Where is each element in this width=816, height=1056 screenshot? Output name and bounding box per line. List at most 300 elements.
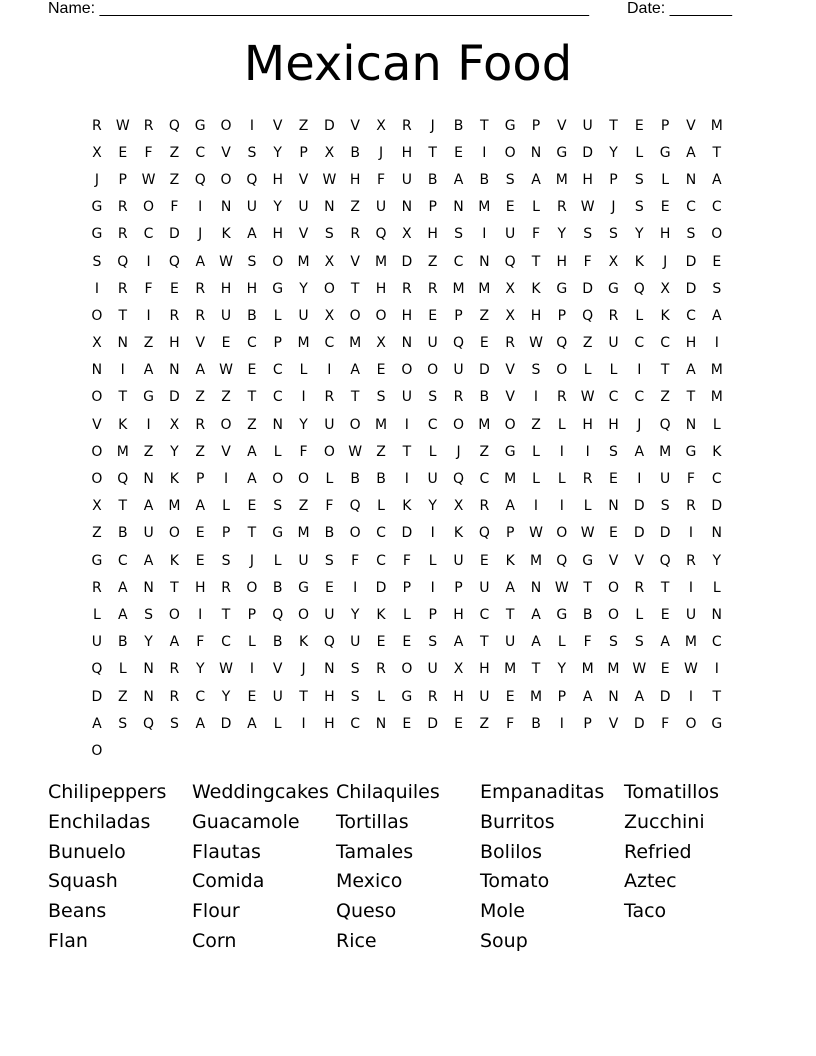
- grid-cell: O: [375, 307, 387, 324]
- grid-cell: S: [428, 634, 438, 651]
- grid-cell: V: [505, 389, 515, 406]
- grid-cell: O: [168, 606, 180, 623]
- grid-cell: F: [583, 634, 592, 651]
- grid-cell: R: [92, 117, 102, 134]
- grid-cell: O: [427, 362, 439, 379]
- word-list-item: Taco: [624, 900, 667, 923]
- grid-cell: R: [453, 389, 464, 406]
- grid-cell: I: [430, 579, 435, 596]
- grid-cell: A: [195, 362, 206, 379]
- grid-cell: B: [453, 117, 464, 134]
- grid-cell: M: [529, 688, 543, 705]
- word-list-item: Flan: [48, 929, 88, 952]
- grid-cell: B: [117, 634, 128, 651]
- word-list-item: Aztec: [624, 870, 677, 893]
- grid-cell: S: [92, 253, 102, 270]
- grid-cell: T: [118, 498, 128, 515]
- grid-cell: I: [585, 443, 590, 460]
- grid-cell: K: [221, 226, 231, 243]
- grid-cell: C: [324, 335, 335, 352]
- grid-cell: Y: [273, 144, 282, 161]
- grid-cell: U: [427, 471, 438, 488]
- grid-cell: D: [427, 715, 439, 732]
- grid-cell: K: [453, 525, 464, 542]
- grid-cell: I: [301, 389, 306, 406]
- grid-cell: A: [195, 715, 206, 732]
- grid-cell: N: [375, 715, 387, 732]
- grid-cell: A: [634, 688, 645, 705]
- grid-cell: B: [247, 307, 257, 324]
- grid-cell: I: [688, 579, 694, 596]
- grid-cell: G: [504, 117, 516, 134]
- grid-cell: L: [93, 606, 101, 623]
- grid-cell: D: [91, 688, 103, 705]
- grid-cell: F: [299, 443, 308, 460]
- grid-cell: O: [91, 742, 103, 759]
- grid-cell: V: [634, 552, 645, 569]
- grid-cell: N: [608, 688, 619, 705]
- grid-cell: X: [608, 253, 619, 270]
- grid-cell: A: [247, 226, 257, 243]
- grid-cell: X: [505, 307, 515, 324]
- grid-cell: Z: [376, 443, 386, 460]
- grid-cell: A: [712, 307, 722, 324]
- grid-cell: I: [404, 471, 409, 488]
- grid-cell: J: [663, 253, 668, 270]
- grid-cell: N: [272, 416, 283, 433]
- grid-cell: I: [559, 498, 564, 515]
- grid-cell: W: [580, 389, 595, 406]
- grid-cell: F: [196, 634, 205, 651]
- grid-cell: E: [609, 471, 618, 488]
- grid-cell: S: [144, 606, 154, 623]
- grid-cell: U: [272, 688, 283, 705]
- grid-cell: T: [118, 307, 128, 324]
- grid-cell: A: [531, 171, 541, 188]
- grid-cell: Y: [299, 416, 308, 433]
- grid-cell: L: [712, 416, 721, 433]
- grid-cell: B: [376, 471, 386, 488]
- grid-cell: V: [505, 362, 515, 379]
- grid-cell: R: [117, 280, 128, 297]
- grid-cell: P: [196, 471, 205, 488]
- grid-cell: P: [428, 199, 437, 216]
- grid-cell: N: [143, 471, 154, 488]
- grid-cell: O: [401, 362, 413, 379]
- grid-cell: T: [428, 144, 437, 161]
- grid-cell: A: [531, 634, 541, 651]
- grid-cell: T: [480, 634, 489, 651]
- grid-cell: D: [401, 525, 413, 542]
- grid-cell: Q: [272, 606, 284, 623]
- grid-cell: R: [427, 688, 438, 705]
- grid-cell: W: [554, 579, 569, 596]
- grid-cell: M: [452, 280, 465, 297]
- grid-cell: O: [711, 226, 723, 243]
- grid-cell: Z: [247, 416, 257, 433]
- grid-cell: Q: [556, 335, 568, 352]
- grid-cell: H: [194, 579, 206, 596]
- grid-cell: R: [401, 117, 412, 134]
- grid-cell: N: [143, 661, 154, 678]
- grid-cell: O: [349, 525, 361, 542]
- grid-cell: U: [350, 634, 361, 651]
- grid-cell: E: [195, 525, 205, 542]
- grid-cell: U: [91, 634, 103, 651]
- grid-cell: H: [608, 416, 619, 433]
- grid-cell: S: [350, 688, 360, 705]
- grid-cell: H: [582, 171, 593, 188]
- grid-cell: O: [143, 199, 155, 216]
- grid-cell: L: [273, 715, 282, 732]
- grid-cell: S: [634, 634, 644, 651]
- grid-cell: Z: [221, 389, 231, 406]
- grid-cell: L: [557, 634, 566, 651]
- grid-cell: X: [453, 661, 464, 678]
- grid-cell: F: [583, 253, 592, 270]
- grid-cell: Y: [350, 606, 360, 623]
- grid-cell: S: [583, 226, 593, 243]
- grid-cell: O: [272, 253, 284, 270]
- grid-cell: Q: [168, 253, 180, 270]
- grid-cell: I: [94, 280, 99, 297]
- grid-cell: H: [659, 226, 671, 243]
- grid-cell: N: [91, 362, 103, 379]
- grid-cell: V: [272, 661, 283, 678]
- grid-cell: I: [559, 715, 564, 732]
- grid-cell: H: [685, 335, 697, 352]
- grid-cell: O: [272, 471, 284, 488]
- grid-cell: T: [505, 606, 515, 623]
- grid-cell: E: [660, 661, 670, 678]
- grid-cell: C: [143, 226, 154, 243]
- grid-cell: Q: [659, 416, 671, 433]
- grid-cell: R: [169, 307, 180, 324]
- grid-cell: H: [324, 715, 335, 732]
- grid-cell: A: [195, 253, 206, 270]
- grid-cell: O: [401, 661, 413, 678]
- grid-cell: M: [659, 443, 672, 460]
- grid-cell: A: [531, 606, 541, 623]
- grid-cell: Q: [504, 253, 516, 270]
- grid-cell: H: [272, 171, 283, 188]
- grid-cell: O: [556, 525, 568, 542]
- grid-cell: T: [299, 688, 308, 705]
- grid-cell: P: [609, 171, 618, 188]
- grid-cell: I: [146, 416, 151, 433]
- grid-cell: A: [117, 579, 128, 596]
- grid-cell: D: [169, 389, 180, 406]
- grid-cell: N: [143, 688, 154, 705]
- grid-cell: H: [401, 307, 413, 324]
- grid-cell: D: [633, 498, 645, 515]
- grid-cell: O: [349, 416, 361, 433]
- grid-cell: Q: [375, 226, 387, 243]
- grid-cell: L: [532, 443, 540, 460]
- grid-cell: I: [146, 307, 151, 324]
- grid-cell: F: [661, 715, 670, 732]
- word-list-item: Tomato: [480, 870, 550, 893]
- grid-cell: C: [427, 416, 438, 433]
- grid-cell: M: [504, 471, 517, 488]
- grid-cell: A: [686, 144, 696, 161]
- grid-cell: P: [118, 171, 127, 188]
- grid-cell: O: [349, 307, 361, 324]
- grid-cell: E: [428, 307, 438, 324]
- word-list-item: Squash: [48, 870, 118, 893]
- grid-cell: Y: [557, 226, 567, 243]
- grid-cell: Z: [143, 443, 154, 460]
- grid-cell: D: [478, 362, 490, 379]
- grid-cell: A: [582, 688, 593, 705]
- grid-cell: G: [91, 552, 103, 569]
- page-title: Mexican Food: [243, 36, 573, 92]
- grid-cell: V: [272, 117, 283, 134]
- grid-cell: S: [247, 144, 257, 161]
- grid-cell: H: [169, 335, 180, 352]
- grid-cell: S: [609, 634, 618, 651]
- word-list: [48, 778, 768, 957]
- grid-cell: W: [529, 525, 543, 542]
- grid-cell: G: [298, 579, 309, 596]
- grid-cell: U: [427, 661, 438, 678]
- grid-cell: O: [298, 606, 310, 623]
- grid-cell: K: [402, 498, 412, 515]
- grid-cell: R: [195, 280, 206, 297]
- grid-cell: T: [402, 443, 412, 460]
- grid-cell: Q: [323, 634, 335, 651]
- grid-cell: Y: [712, 552, 722, 569]
- grid-cell: P: [557, 307, 567, 324]
- grid-cell: T: [118, 389, 128, 406]
- grid-cell: V: [92, 416, 102, 433]
- grid-cell: P: [454, 579, 463, 596]
- grid-cell: X: [376, 117, 386, 134]
- grid-cell: N: [220, 199, 232, 216]
- grid-cell: E: [376, 362, 386, 379]
- grid-cell: Z: [479, 715, 490, 732]
- grid-cell: R: [556, 199, 567, 216]
- word-list-item: Zucchini: [624, 810, 705, 833]
- grid-cell: G: [608, 280, 619, 297]
- grid-cell: R: [143, 117, 154, 134]
- grid-cell: U: [375, 199, 387, 216]
- grid-cell: V: [350, 253, 360, 270]
- grid-cell: H: [401, 144, 413, 161]
- grid-cell: M: [478, 280, 491, 297]
- grid-cell: H: [530, 307, 542, 324]
- grid-cell: D: [220, 715, 232, 732]
- grid-cell: R: [686, 498, 696, 515]
- grid-cell: I: [198, 199, 203, 216]
- grid-cell: I: [327, 362, 332, 379]
- word-list-item: Bunuelo: [48, 840, 126, 863]
- grid-cell: P: [247, 606, 257, 623]
- word-list-item: Soup: [480, 929, 528, 952]
- grid-cell: A: [143, 552, 154, 569]
- grid-cell: N: [401, 199, 413, 216]
- grid-cell: D: [685, 253, 697, 270]
- grid-cell: L: [661, 171, 670, 188]
- grid-cell: K: [634, 253, 644, 270]
- grid-cell: O: [91, 471, 103, 488]
- grid-cell: T: [531, 661, 541, 678]
- grid-cell: T: [712, 144, 722, 161]
- grid-cell: P: [428, 606, 437, 623]
- grid-cell: A: [143, 498, 154, 515]
- grid-cell: C: [350, 715, 361, 732]
- grid-cell: S: [660, 498, 670, 515]
- grid-cell: K: [118, 416, 128, 433]
- grid-cell: I: [637, 362, 642, 379]
- grid-cell: M: [581, 661, 594, 678]
- word-list-item: Flour: [192, 900, 240, 923]
- name-field-label: Name: _______________________________________________________: [48, 0, 589, 17]
- grid-cell: S: [634, 199, 644, 216]
- grid-cell: D: [582, 280, 594, 297]
- grid-cell: Z: [479, 307, 490, 324]
- word-list-item: Beans: [48, 900, 107, 923]
- grid-cell: D: [633, 525, 645, 542]
- grid-cell: C: [686, 199, 696, 216]
- grid-cell: X: [505, 280, 515, 297]
- grid-cell: A: [453, 171, 464, 188]
- grid-cell: I: [482, 144, 487, 161]
- grid-cell: S: [609, 443, 618, 460]
- grid-cell: O: [607, 579, 619, 596]
- grid-cell: H: [220, 280, 232, 297]
- grid-cell: Q: [91, 661, 103, 678]
- grid-cell: I: [430, 525, 435, 542]
- grid-cell: G: [582, 552, 594, 569]
- grid-cell: Z: [92, 525, 102, 542]
- grid-cell: E: [324, 579, 334, 596]
- grid-cell: U: [427, 335, 438, 352]
- grid-cell: D: [633, 715, 645, 732]
- grid-cell: Z: [660, 389, 670, 406]
- grid-cell: V: [298, 171, 309, 188]
- grid-cell: Q: [582, 307, 594, 324]
- grid-cell: H: [427, 226, 438, 243]
- grid-cell: M: [607, 661, 620, 678]
- grid-cell: K: [660, 307, 670, 324]
- grid-cell: L: [402, 606, 411, 623]
- grid-cell: Z: [195, 389, 206, 406]
- grid-cell: W: [141, 171, 156, 188]
- grid-cell: I: [301, 715, 306, 732]
- grid-cell: G: [143, 389, 154, 406]
- grid-cell: Z: [427, 253, 438, 270]
- grid-cell: Y: [273, 199, 282, 216]
- grid-cell: C: [272, 362, 283, 379]
- grid-cell: E: [169, 280, 179, 297]
- grid-cell: R: [169, 688, 180, 705]
- grid-cell: W: [529, 335, 543, 352]
- grid-cell: X: [92, 144, 102, 161]
- grid-cell: U: [401, 389, 412, 406]
- grid-cell: M: [116, 443, 129, 460]
- grid-cell: C: [195, 688, 206, 705]
- grid-cell: E: [454, 144, 463, 161]
- grid-cell: M: [710, 117, 723, 134]
- grid-cell: H: [272, 226, 283, 243]
- grid-cell: O: [685, 715, 697, 732]
- grid-cell: K: [531, 280, 541, 297]
- grid-cell: N: [324, 661, 335, 678]
- grid-cell: M: [349, 335, 362, 352]
- grid-cell: Q: [659, 552, 671, 569]
- grid-cell: L: [273, 307, 282, 324]
- grid-cell: O: [91, 307, 103, 324]
- grid-cell: P: [531, 117, 541, 134]
- grid-cell: D: [401, 253, 413, 270]
- grid-cell: Y: [221, 688, 231, 705]
- grid-cell: E: [454, 715, 463, 732]
- grid-cell: R: [505, 335, 516, 352]
- grid-cell: Y: [195, 661, 205, 678]
- grid-cell: S: [712, 280, 722, 297]
- grid-cell: S: [221, 552, 231, 569]
- grid-cell: G: [194, 117, 206, 134]
- grid-cell: E: [609, 525, 618, 542]
- grid-cell: N: [117, 335, 128, 352]
- grid-cell: B: [350, 471, 360, 488]
- grid-cell: E: [247, 362, 257, 379]
- grid-cell: T: [480, 117, 489, 134]
- word-list-item: Guacamole: [192, 810, 300, 833]
- grid-cell: U: [246, 199, 257, 216]
- grid-cell: J: [249, 552, 254, 569]
- grid-cell: F: [351, 552, 360, 569]
- grid-cell: U: [324, 606, 335, 623]
- grid-cell: G: [556, 144, 568, 161]
- grid-cell: U: [479, 579, 490, 596]
- grid-cell: O: [607, 606, 619, 623]
- grid-cell: S: [609, 226, 618, 243]
- grid-cell: O: [220, 117, 232, 134]
- grid-cell: U: [660, 471, 671, 488]
- grid-cell: F: [402, 552, 411, 569]
- grid-cell: L: [532, 471, 540, 488]
- grid-cell: R: [169, 661, 180, 678]
- grid-cell: G: [659, 144, 671, 161]
- grid-cell: M: [374, 253, 388, 270]
- grid-cell: B: [324, 525, 335, 542]
- grid-cell: E: [221, 335, 231, 352]
- grid-cell: W: [348, 443, 363, 460]
- word-list-item: Mexico: [336, 870, 403, 893]
- grid-cell: S: [118, 715, 128, 732]
- grid-cell: E: [402, 634, 412, 651]
- grid-cell: B: [272, 634, 283, 651]
- grid-cell: R: [608, 307, 619, 324]
- grid-cell: R: [92, 579, 102, 596]
- grid-cell: G: [711, 715, 723, 732]
- grid-cell: E: [247, 688, 257, 705]
- grid-cell: V: [608, 552, 619, 569]
- grid-cell: N: [169, 362, 180, 379]
- grid-cell: S: [531, 362, 541, 379]
- grid-cell: F: [170, 199, 179, 216]
- grid-cell: C: [453, 253, 464, 270]
- grid-cell: U: [685, 606, 697, 623]
- grid-cell: L: [557, 471, 566, 488]
- grid-cell: C: [660, 335, 671, 352]
- word-list-item: Comida: [192, 870, 265, 893]
- grid-cell: U: [505, 634, 516, 651]
- word-list-item: Rice: [336, 929, 377, 952]
- grid-cell: G: [91, 199, 103, 216]
